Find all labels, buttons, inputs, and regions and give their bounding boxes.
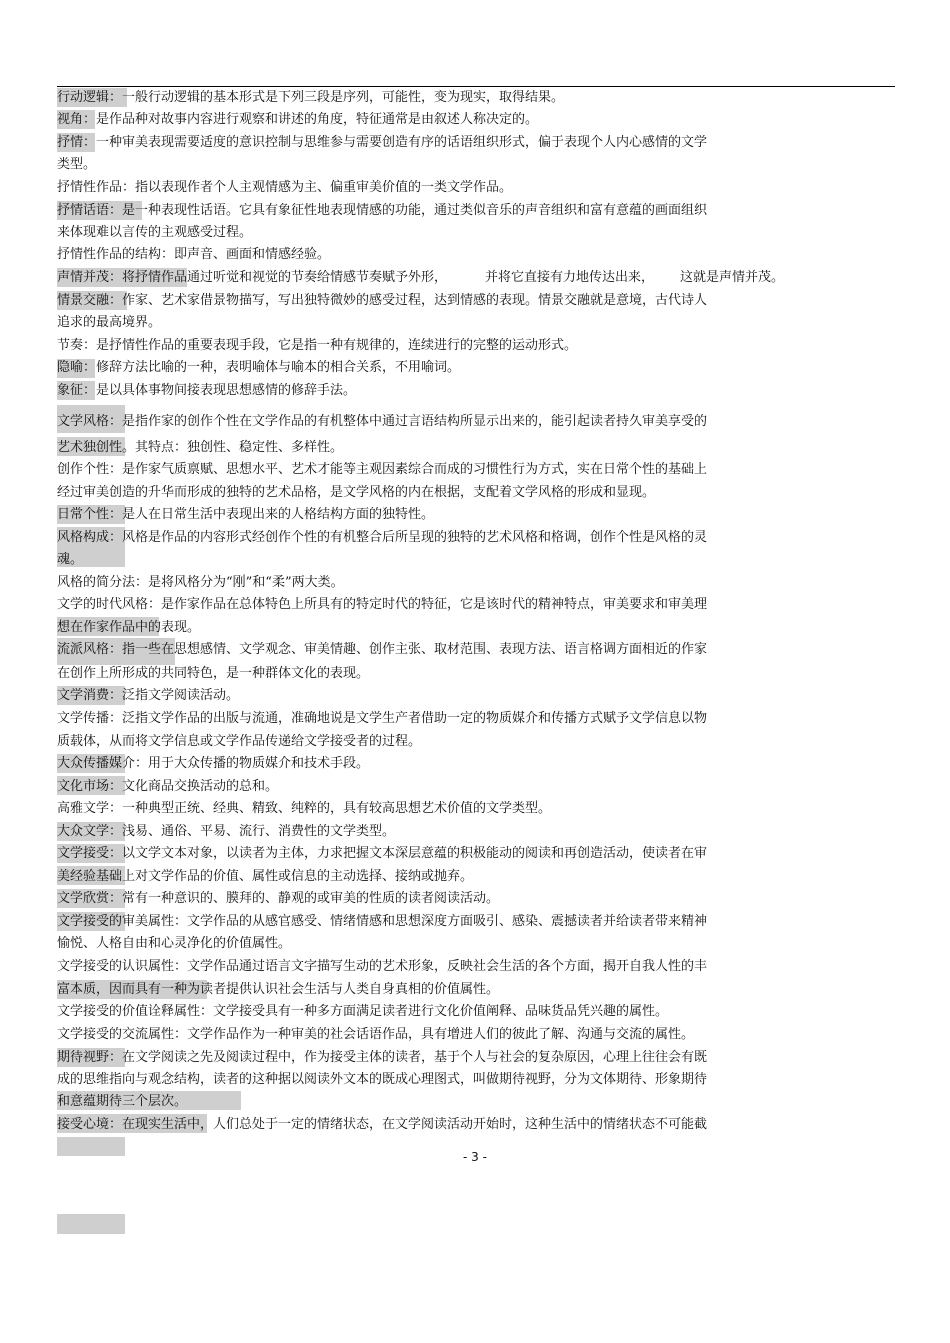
entry-line: 文学欣赏：常有一种意识的、膜拜的、静观的或审美的性质的读者阅读活动。 bbox=[57, 891, 500, 906]
entry-line: 抒情：一种审美表现需要适度的意识控制与思维参与需要创造有序的话语组织形式，偏于表现个人内心感情的文学 bbox=[57, 135, 708, 150]
entry-line: 和意蕴期待三个层次。 bbox=[57, 1094, 188, 1109]
entry-line: 创作个性：是作家气质禀赋、思想水平、艺术才能等主观因素综合而成的习惯性行为方式，实在日常个性的基础上 bbox=[57, 462, 708, 477]
entry-segment: 并将它直接有力地传达出来， bbox=[485, 270, 655, 285]
entry-line: 想在作家作品中的表现。 bbox=[57, 620, 201, 635]
entry-line: 风格的简分法：是将风格分为“刚”和“柔”两大类。 bbox=[57, 575, 344, 590]
entry-line: 成的思维指向与观念结构，读者的这种据以阅读外文本的既成心理图式，叫做期待视野，分为文体期待、形象期待 bbox=[57, 1072, 708, 1087]
entry-segment: 这就是声情并茂。 bbox=[680, 270, 785, 285]
entry-line: 高雅文学：一种典型正统、经典、精致、纯粹的，具有较高思想艺术价值的文学类型。 bbox=[57, 801, 552, 816]
entry-line: 文学接受的审美属性：文学作品的从感官感受、情绪情感和思想深度方面吸引、感染、震撼读者并给读者带来精神 bbox=[57, 914, 708, 929]
entry-line: 流派风格：指一些在思想感情、文学观念、审美情趣、创作主张、取材范围、表现方法、语言格调方面相近的作家 bbox=[57, 642, 708, 657]
entry-line: 愉悦、人格自由和心灵净化的价值属性。 bbox=[57, 936, 292, 951]
entry-line: 抒情性作品：指以表现作者个人主观情感为主、偏重审美价值的一类文学作品。 bbox=[57, 180, 513, 195]
entry-line: 文学接受的认识属性：文学作品通过语言文字描写生动的艺术形象，反映社会生活的各个方面，揭开自我人性的丰 bbox=[57, 959, 708, 974]
entry-line: 日常个性：是人在日常生活中表现出来的人格结构方面的独特性。 bbox=[57, 507, 435, 522]
entry-line: 文化市场：文化商品交换活动的总和。 bbox=[57, 779, 279, 794]
entry-line: 行动逻辑：一般行动逻辑的基本形式是下列三段是序列，可能性，变为现实，取得结果。 bbox=[57, 90, 565, 105]
page-number: - 3 - bbox=[463, 1150, 487, 1164]
entry-line: 富本质，因而具有一种为读者提供认识社会生活与人类自身真相的价值属性。 bbox=[57, 982, 500, 997]
entry-line: 文学传播：泛指文学作品的出版与流通，准确地说是文学生产者借助一定的物质媒介和传播方式赋予文学信息以物 bbox=[57, 711, 708, 726]
entry-line bbox=[57, 269, 897, 286]
entry-line: 隐喻：修辞方法比喻的一种，表明喻体与喻本的相合关系，不用喻词。 bbox=[57, 360, 461, 375]
entry-line: 在创作上所形成的共同特色，是一种群体文化的表现。 bbox=[57, 666, 370, 681]
entry-line: 接受心境：在现实生活中，人们总处于一定的情绪状态，在文学阅读活动开始时，这种生活中的情绪状态不可能截 bbox=[57, 1117, 708, 1132]
entry-line: 文学风格：是指作家的创作个性在文学作品的有机整体中通过言语结构所显示出来的，能引起读者持久审美享受的 bbox=[57, 414, 708, 429]
entry-line: 象征：是以具体事物间接表现思想感情的修辞手法。 bbox=[57, 383, 357, 398]
entry-line: 情景交融：作家、艺术家借景物描写，写出独特微妙的感受过程，达到情感的表现。情景交融就是意境，古代诗人 bbox=[57, 293, 708, 308]
entry-line: 来体现难以言传的主观感受过程。 bbox=[57, 225, 253, 240]
entry-line: 抒情性作品的结构：即声音、画面和情感经验。 bbox=[57, 247, 331, 262]
entry-line: 文学接受的价值诠释属性：文学接受具有一种多方面满足读者进行文化价值阐释、品味货品凭兴趣的属性。 bbox=[57, 1004, 669, 1019]
entry-line: 大众传播媒介：用于大众传播的物质媒介和技术手段。 bbox=[57, 756, 370, 771]
entry-line: 艺术独创性。其特点：独创性、稳定性、多样性。 bbox=[57, 440, 344, 455]
entry-line: 大众文学：浅易、通俗、平易、流行、消费性的文学类型。 bbox=[57, 824, 396, 839]
entry-line: 抒情话语：是一种表现性话语。它具有象征性地表现情感的功能，通过类似音乐的声音组织和富有意蕴的画面组织 bbox=[57, 203, 708, 218]
entry-line: 节奏：是抒情性作品的重要表现手段，它是指一种有规律的，连续进行的完整的运动形式。 bbox=[57, 338, 578, 353]
entry-line: 魂。 bbox=[57, 552, 84, 567]
entry-line: 文学消费：泛指文学阅读活动。 bbox=[57, 688, 240, 703]
header-rule bbox=[57, 86, 895, 87]
entry-segment: 声情并茂：将抒情作品通过听觉和视觉的节奏给情感节奏赋予外形， bbox=[57, 270, 448, 285]
entry-line: 期待视野：在文学阅读之先及阅读过程中，作为接受主体的读者，基于个人与社会的复杂原因，心理上往往会有既 bbox=[57, 1050, 708, 1065]
entry-line: 文学接受的交流属性：文学作品作为一种审美的社会话语作品，具有增进人们的彼此了解、沟通与交流的属性。 bbox=[57, 1027, 695, 1042]
entry-line: 文学接受：以文学文本对象，以读者为主体，力求把握文本深层意蕴的积极能动的阅读和再创造活动，使读者在审 bbox=[57, 846, 708, 861]
entry-line: 类型。 bbox=[57, 157, 97, 172]
entry-line: 风格构成：风格是作品的内容形式经创作个性的有机整合后所呈现的独特的艺术风格和格调，创作个性是风格的灵 bbox=[57, 530, 708, 545]
entry-line: 质载体，从而将文学信息或文学作品传递给文学接受者的过程。 bbox=[57, 734, 422, 749]
entry-line: 经过审美创造的升华而形成的独特的艺术品格，是文学风格的内在根据，支配着文学风格的形成和显现。 bbox=[57, 485, 656, 500]
entry-line: 文学的时代风格：是作家作品在总体特色上所具有的特定时代的特征，它是该时代的精神特点，审美要求和审美理 bbox=[57, 597, 708, 612]
entry-line: 追求的最高境界。 bbox=[57, 315, 162, 330]
entry-line: 美经验基础上对文学作品的价值、属性或信息的主动选择、接纳或抛弃。 bbox=[57, 869, 474, 884]
entry-line: 视角：是作品种对故事内容进行观察和讲述的角度，特征通常是由叙述人称决定的。 bbox=[57, 112, 539, 127]
highlight bbox=[57, 1214, 125, 1234]
